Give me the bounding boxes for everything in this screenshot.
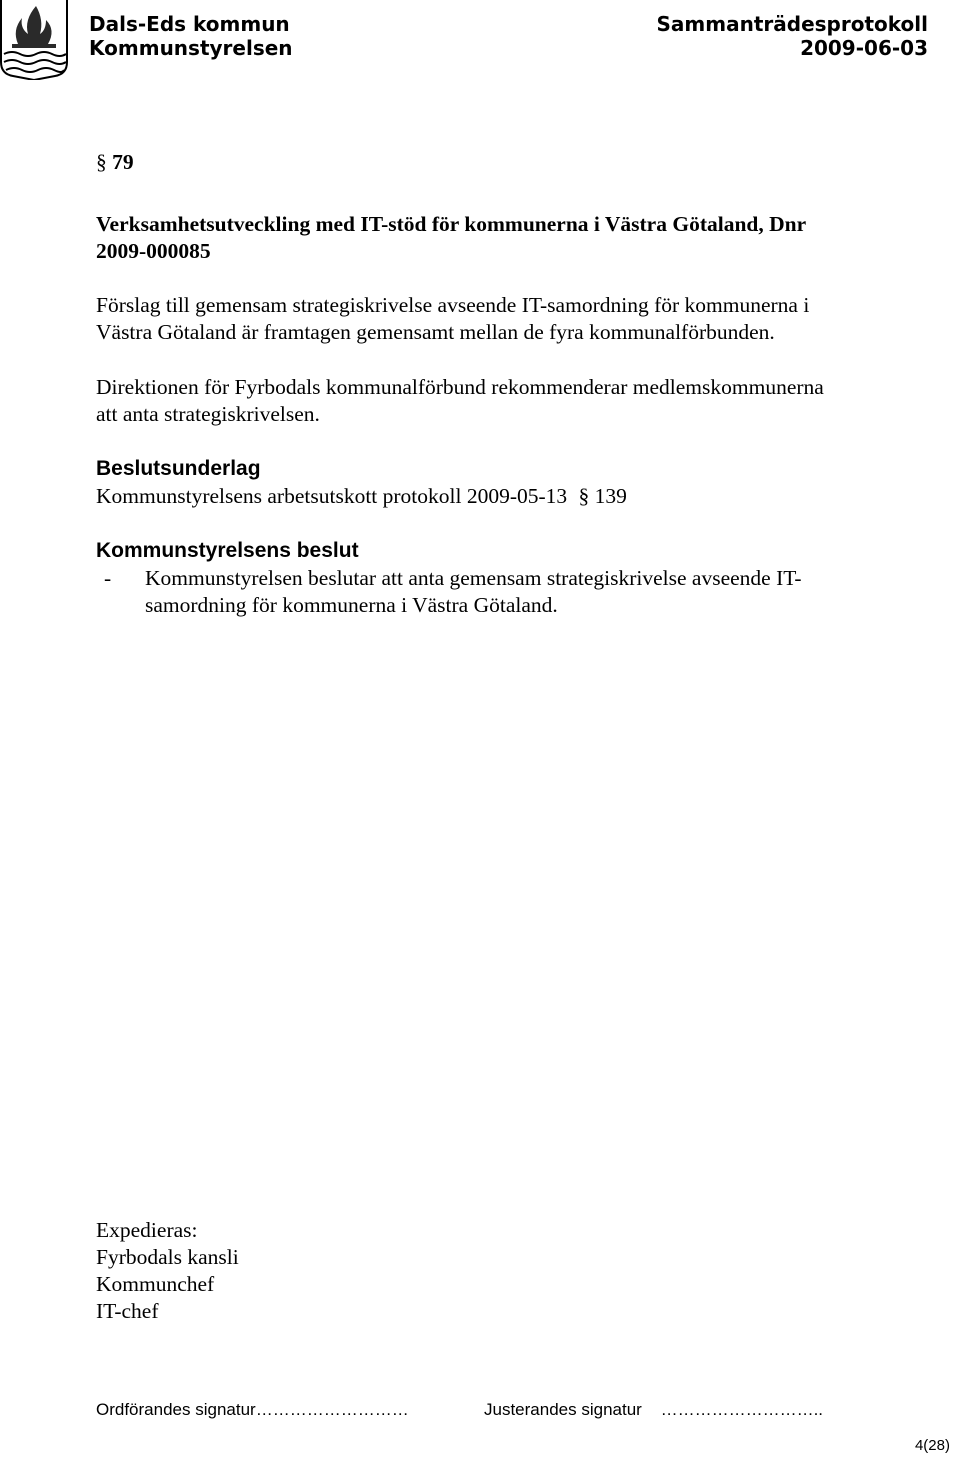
reference-text: Kommunstyrelsens arbetsutskott protokoll 2009-05-13	[96, 484, 568, 508]
ordforande-label: Ordförandes signatur	[96, 1400, 256, 1419]
beslut-line: Kommunstyrelsen beslutar att anta gemensam strategiskrivelse avseende IT-	[145, 566, 802, 590]
expedieras-item: IT-chef	[96, 1299, 159, 1323]
beslut-text	[145, 565, 802, 619]
body-name: Kommunstyrelsen	[89, 36, 293, 60]
beslutsunderlag-reference	[96, 483, 627, 510]
item-title-line: Verksamhetsutveckling med IT-stöd för kommunerna i Västra Götaland, Dnr	[96, 212, 807, 236]
reference-section-number: 139	[594, 484, 627, 508]
section-symbol: §	[96, 150, 107, 174]
paragraph-proposal	[96, 292, 809, 346]
expedieras-item: Fyrbodals kansli	[96, 1245, 239, 1269]
document-type: Sammanträdesprotokoll	[656, 12, 928, 36]
expedieras-item: Kommunchef	[96, 1272, 215, 1296]
paragraph-line: Västra Götaland är framtagen gemensamt mellan de fyra kommunalförbunden.	[96, 320, 775, 344]
paragraph-line: att anta strategiskrivelsen.	[96, 402, 320, 426]
meeting-date: 2009-06-03	[800, 36, 928, 60]
justerande-label: Justerandes signatur	[484, 1400, 642, 1419]
page-number: 4(28)	[914, 1437, 950, 1454]
expedieras-block	[96, 1217, 239, 1325]
beslut-heading: Kommunstyrelsens beslut	[96, 539, 359, 562]
ordforande-signature	[96, 1400, 409, 1420]
justerande-dots: ………………………..	[660, 1400, 824, 1419]
beslut-line: samordning för kommunerna i Västra Götaland.	[145, 593, 558, 617]
paragraph-recommendation	[96, 374, 824, 428]
section-number-value: 79	[112, 150, 134, 174]
reference-section-symbol: §	[578, 484, 590, 508]
beslut-dash: -	[104, 566, 112, 590]
paragraph-line: Förslag till gemensam strategiskrivelse avseende IT-samordning för kommunerna i	[96, 293, 810, 317]
expedieras-heading: Expedieras:	[96, 1218, 198, 1242]
ordforande-dots: ………………………	[255, 1400, 409, 1419]
beslutsunderlag-heading: Beslutsunderlag	[96, 457, 261, 480]
item-title-line: 2009-000085	[96, 239, 211, 263]
item-title	[96, 211, 806, 265]
justerande-signature	[484, 1400, 823, 1420]
coat-of-arms-icon	[0, 0, 68, 80]
paragraph-line: Direktionen för Fyrbodals kommunalförbund rekommenderar medlemskommunerna	[96, 375, 824, 399]
section-number	[96, 149, 134, 176]
org-name: Dals-Eds kommun	[89, 12, 290, 36]
